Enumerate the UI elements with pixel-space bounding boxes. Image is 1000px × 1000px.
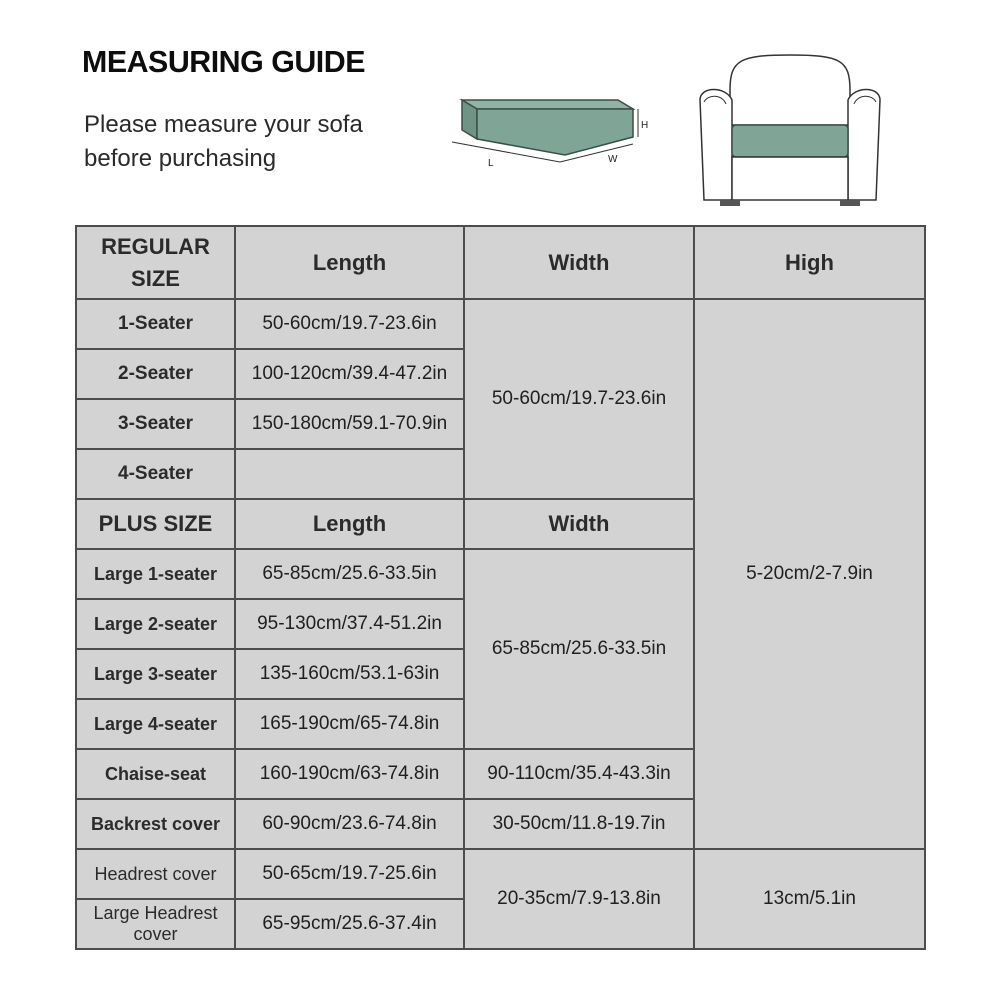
length-value: 100-120cm/39.4-47.2in xyxy=(235,349,464,399)
plus-length-header: Length xyxy=(235,499,464,549)
size-table xyxy=(75,225,926,950)
width-value: 30-50cm/11.8-19.7in xyxy=(464,799,694,849)
armchair-illustration xyxy=(690,50,890,210)
row-label: Large 3-seater xyxy=(76,649,235,699)
high-value: 5-20cm/2-7.9in xyxy=(694,299,925,849)
plus-width-header: Width xyxy=(464,499,694,549)
seat-cushion xyxy=(732,125,848,157)
table-row xyxy=(76,299,925,349)
length-value: 60-90cm/23.6-74.8in xyxy=(235,799,464,849)
length-label: L xyxy=(488,158,494,169)
subtitle xyxy=(84,108,363,176)
length-value: 65-85cm/25.6-33.5in xyxy=(235,549,464,599)
length-value: 65-95cm/25.6-37.4in xyxy=(235,899,464,949)
row-label: Large 2-seater xyxy=(76,599,235,649)
length-value: 160-190cm/63-74.8in xyxy=(235,749,464,799)
length-value: 150-180cm/59.1-70.9in xyxy=(235,399,464,449)
plus-size-header: PLUS SIZE xyxy=(76,499,235,549)
length-value: 50-60cm/19.7-23.6in xyxy=(235,299,464,349)
subtitle-line-1: Please measure your sofa xyxy=(84,111,363,138)
height-label: H xyxy=(641,120,649,131)
headrest-high-value: 13cm/5.1in xyxy=(694,849,925,949)
row-label: Chaise-seat xyxy=(76,749,235,799)
row-label: 1-Seater xyxy=(76,299,235,349)
subtitle-line-2: before purchasing xyxy=(84,145,277,172)
row-label: Headrest cover xyxy=(76,849,235,899)
width-label: W xyxy=(608,154,618,165)
length-value: 135-160cm/53.1-63in xyxy=(235,649,464,699)
row-label: Large Headrest cover xyxy=(76,899,235,949)
headrest-width-value: 20-35cm/7.9-13.8in xyxy=(464,849,694,949)
length-value: 165-190cm/65-74.8in xyxy=(235,699,464,749)
width-value: 90-110cm/35.4-43.3in xyxy=(464,749,694,799)
length-value: 50-65cm/19.7-25.6in xyxy=(235,849,464,899)
row-label: 4-Seater xyxy=(76,449,235,499)
length-value xyxy=(235,449,464,499)
cushion-body xyxy=(477,109,633,155)
regular-width-value: 50-60cm/19.7-23.6in xyxy=(464,299,694,499)
row-label: 2-Seater xyxy=(76,349,235,399)
cushion-top xyxy=(462,100,633,109)
regular-width-header: Width xyxy=(464,226,694,299)
regular-length-header: Length xyxy=(235,226,464,299)
high-header: High xyxy=(694,226,925,299)
row-label: Large 1-seater xyxy=(76,549,235,599)
page-title: MEASURING GUIDE xyxy=(82,44,365,79)
regular-header-row xyxy=(76,226,925,299)
plus-width-value: 65-85cm/25.6-33.5in xyxy=(464,549,694,749)
row-label: Backrest cover xyxy=(76,799,235,849)
table-row xyxy=(76,849,925,899)
length-value: 95-130cm/37.4-51.2in xyxy=(235,599,464,649)
row-label: 3-Seater xyxy=(76,399,235,449)
regular-size-header: REGULAR SIZE xyxy=(76,226,235,299)
cushion-dimension-diagram xyxy=(440,92,670,182)
row-label: Large 4-seater xyxy=(76,699,235,749)
